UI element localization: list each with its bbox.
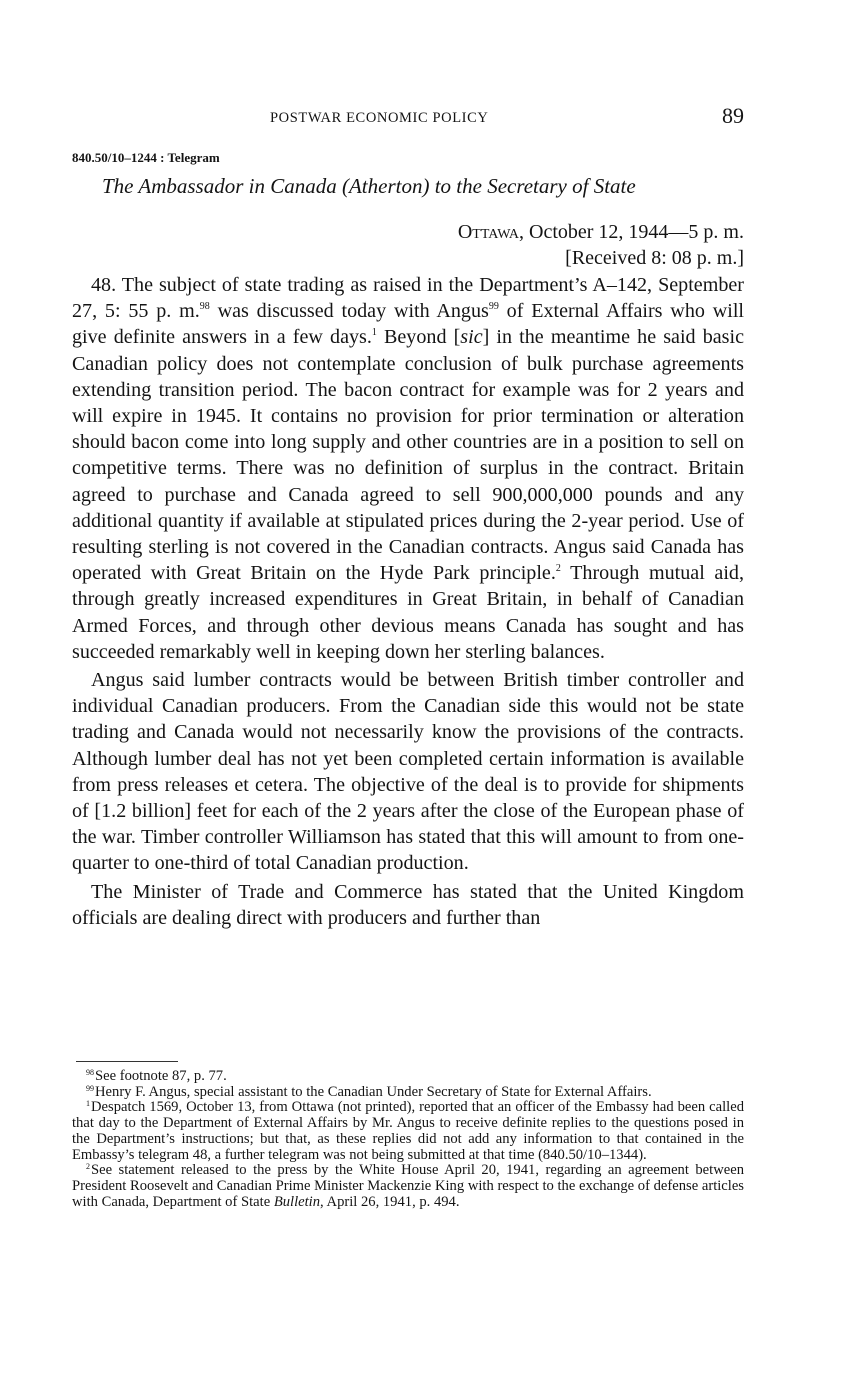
place-date-line bbox=[458, 219, 744, 245]
footnote-marker: 1 bbox=[86, 1099, 90, 1109]
footnote-marker: 99 bbox=[86, 1083, 94, 1093]
footnote-ref-98[interactable]: 98 bbox=[199, 301, 210, 313]
footnote-ref-2[interactable]: 2 bbox=[555, 563, 561, 575]
footnote-ref-1[interactable]: 1 bbox=[371, 327, 377, 339]
footnote-marker: 2 bbox=[86, 1162, 90, 1172]
footnote-99: $^{99}$Henry F. Angus, special assistant to the Canadian Under Secretary of State for External Affairs. bbox=[86, 1083, 652, 1100]
body-paragraph-2: Angus said lumber contracts would be between British timber controller and individual Canadian producers. From the Canadian side this would not be state trading and Canada would not necessarily know the provisions of the contracts. Although lumber deal has not yet been completed certain information is available from press releases et cetera. The objective of the deal is to provide for shipments of [1.2 billion] feet for each of the 2 years after the close of the European phase of the war. Timber controller Williamson has stated that this will amount to from one-quarter to one-third of total Canadian production. bbox=[72, 669, 744, 875]
footnotes bbox=[72, 1069, 744, 1210]
date-time: , October 12, 1944—5 p. m. bbox=[519, 221, 744, 243]
body-paragraph-1: 48. The subject of state trading as raised in the Department’s A–142, September 27, 5: 55 p. m.$^{98}$ was discussed today with Angus$^{99}$ of External Affairs who will give definite answers in a few days.$^1$ Beyond [sic] in the meantime he said basic Canadian policy does not contemplate conclusion of bulk purchase agreements extending transition period. The bacon contract for example was for 2 years and will expire in 1945. It contains no provision for prior termination or alteration should bacon come into long supply and other countries are in a position to sell on competitive terms. There was no definition of surplus in the contract. Britain agreed to purchase and Canada agreed to sell 900,000,000 pounds and any additional quantity if available at stipulated prices during the 2-year period. Use of resulting sterling is not covered in the Canadian contracts. Angus said Canada has operated with Great Britain on the Hyde Park principle.$^2$ Through mutual aid, through greatly increased expenditures in Great Britain, in behalf of Canadian Armed Forces, and through other devious means Canada has sought and has succeeded remarkably well in keeping down her sterling balances. bbox=[72, 274, 744, 663]
footnote-divider bbox=[76, 1061, 178, 1062]
footnote-marker: 98 bbox=[86, 1068, 94, 1077]
page-number: 89 bbox=[722, 103, 744, 128]
received-line: [Received 8: 08 p. m.] bbox=[565, 247, 744, 269]
dateline bbox=[458, 219, 744, 271]
document-reference: 840.50/10–1244 : Telegram bbox=[72, 150, 220, 165]
body-paragraph-3: The Minister of Trade and Commerce has stated that the United Kingdom officials are dealing direct with producers and further than bbox=[72, 880, 744, 929]
telegram-body bbox=[72, 272, 744, 933]
footnote-ref-99[interactable]: 99 bbox=[488, 301, 499, 313]
place-name: Ottawa bbox=[457, 221, 520, 243]
running-title: POSTWAR ECONOMIC POLICY bbox=[270, 110, 489, 126]
document-title: The Ambassador in Canada (Atherton) to the Secretary of State bbox=[102, 174, 636, 198]
sic-annotation: sic bbox=[460, 326, 483, 349]
footnote-98: $^{98}$See footnote 87, p. 77. bbox=[86, 1068, 227, 1084]
footnote-2: $^2$See statement released to the press by the White House April 20, 1941, regarding an agreement between President Roosevelt and Canadian Prime Minister Mackenzie King with respect to the exchange of defense articles with Canada, Department of State Bulletin, April 26, 1941, p. 494. bbox=[72, 1162, 744, 1210]
bulletin-title: Bulletin bbox=[273, 1193, 321, 1210]
running-header bbox=[72, 103, 744, 131]
footnote-1: $^1$Despatch 1569, October 13, from Ottawa (not printed), reported that an officer of the Embassy had been called that day to the Department of External Affairs by Mr. Angus to receive definite replies to the questions posed in the Department’s instructions; but that, as these replies did not add any information to that contained in the Embassy’s telegram 48, a further telegram was not being submitted at that time (840.50/10–1344). bbox=[72, 1099, 744, 1163]
